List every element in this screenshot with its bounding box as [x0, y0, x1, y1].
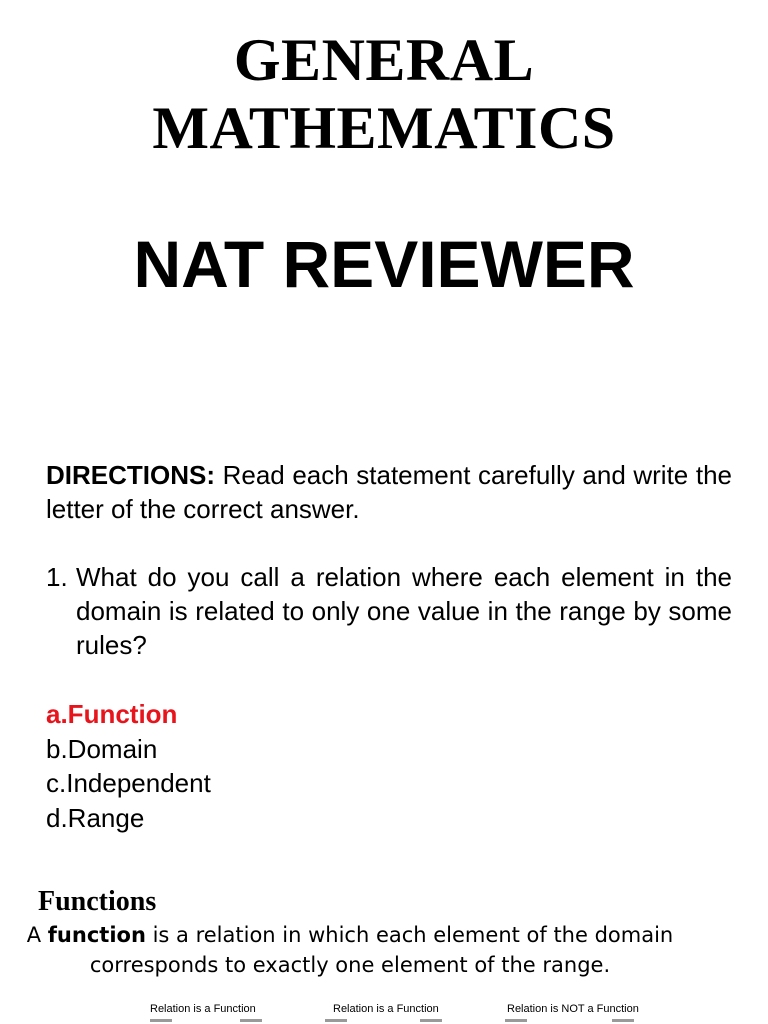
title-line-2: MATHEMATICS: [152, 95, 616, 161]
diagram-mark: [420, 1019, 442, 1022]
question-number: 1.: [46, 562, 68, 592]
diagram-mark: [612, 1019, 634, 1022]
directions-text: Read each statement carefully and write the letter of the correct answer.: [46, 460, 732, 524]
document-subtitle: NAT REVIEWER: [133, 227, 635, 301]
function-definition: [0, 920, 700, 980]
definition-rest: is a relation in which each element of the domain corresponds to exactly one element of the range.: [89, 923, 674, 977]
diagram-label-3: Relation is NOT a Function: [507, 1003, 639, 1015]
choice-b: b.Domain: [46, 733, 158, 764]
diagram-label-2: Relation is a Function: [333, 1003, 439, 1015]
document-title: [0, 26, 768, 162]
definition-prefix: A: [26, 923, 48, 947]
choice-d: d.Range: [46, 802, 145, 833]
functions-heading: Functions: [38, 886, 157, 917]
title-line-1: GENERAL: [233, 27, 535, 93]
diagram-label-1: Relation is a Function: [150, 1003, 256, 1015]
choice-a: a.Function: [46, 699, 178, 729]
diagram-cutoff-marks: [0, 1019, 768, 1024]
answer-choices: [46, 697, 211, 835]
question-1: [46, 560, 732, 662]
choice-c: c.Independent: [46, 768, 211, 798]
diagram-mark: [150, 1019, 172, 1022]
question-text: What do you call a relation where each element in the domain is related to only one value in the range by some rules?: [76, 562, 732, 660]
directions-label: DIRECTIONS:: [46, 460, 215, 490]
definition-term: function: [47, 923, 146, 947]
diagram-mark: [325, 1019, 347, 1022]
directions-paragraph: [46, 458, 732, 526]
diagram-mark: [505, 1019, 527, 1022]
diagram-mark: [240, 1019, 262, 1022]
